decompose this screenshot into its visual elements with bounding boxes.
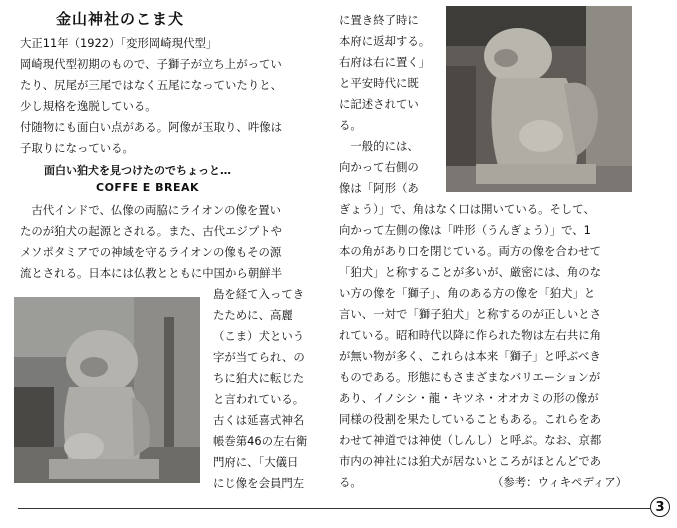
body-line: 流とされる。日本には仏教とともに中国から朝鮮半 — [20, 266, 282, 280]
intro-line: たり、尻尾が三尾ではなく五尾になっていたりと、 — [20, 78, 282, 92]
body-line: 向かって左側の像は「吽形（うんぎょう）」で、1 — [339, 223, 591, 237]
body-line: 市内の神社には狛犬が居ないところがほとんどであ — [339, 454, 601, 468]
citation: （参考：ウィキペディア） — [492, 475, 628, 489]
komainu-photo-left — [14, 297, 200, 483]
body-paragraph-right-top — [339, 10, 430, 199]
body-line: と言われている。 — [213, 392, 305, 406]
body-line: 一般的には、 — [339, 139, 419, 153]
footer-rule — [18, 508, 650, 509]
intro-line: 少し規格を逸脱している。 — [20, 99, 157, 113]
intro-paragraph — [20, 54, 282, 159]
body-paragraph-wrap — [213, 284, 307, 494]
body-line: 右府は右に置く」 — [339, 55, 431, 69]
body-line: メソポタミアでの神域を守るライオンの像もその源 — [20, 245, 282, 259]
body-line: 「狛犬」と称することが多いが、厳密には、角のな — [339, 265, 601, 279]
body-line: 本の角があり口を閉じている。両方の像を合わせて — [339, 244, 601, 258]
intro-line: 岡崎現代型初期のもので、子獅子が立ち上がってい — [20, 57, 282, 71]
body-paragraph-left — [20, 200, 282, 284]
break-heading: 面白い狛犬を見つけたのでちょっと… — [44, 164, 231, 177]
body-line: 帳巻第46の左右衛 — [213, 434, 308, 448]
intro-line: 子取りになっている。 — [20, 141, 134, 155]
body-line: 像は「阿形（あ — [339, 181, 419, 195]
body-line: 門府に、「大儀日 — [213, 455, 299, 469]
body-line: 古くは延喜式神名 — [213, 413, 305, 427]
body-line: と平安時代に既 — [339, 76, 419, 90]
body-line: わせて神道では神使（しんし）と呼ぶ。なお、京都 — [339, 433, 602, 447]
intro-line: 付随物にも面白い点がある。阿像が玉取り、吽像は — [20, 120, 282, 134]
body-line: る。 — [339, 118, 362, 132]
body-line: 島を経て入ってき — [213, 287, 305, 301]
body-line: れている。昭和時代以降に作られた物は左右共に角 — [339, 328, 601, 342]
body-line: 向かって右側の — [339, 160, 419, 174]
body-line: にじ像を会員門左 — [213, 476, 305, 490]
body-line: （こま）犬という — [213, 329, 305, 343]
komainu-photo-right — [446, 6, 632, 192]
article-title: 金山神社のこま犬 — [56, 10, 185, 28]
body-line: 古代インドで、仏像の両脇にライオンの像を置い — [20, 203, 282, 217]
body-paragraph-right — [339, 199, 601, 493]
body-line: 同様の役割を果たしていることもある。これらをあ — [339, 412, 601, 426]
body-line: る。 — [339, 475, 362, 489]
body-line: に記述されてい — [339, 97, 419, 111]
page-number: 3 — [650, 497, 670, 517]
break-subheading: COFFE E BREAK — [96, 181, 200, 194]
body-line: たのが狛犬の起源とされる。また、古代エジプトや — [20, 224, 282, 238]
body-line: ちに狛犬に転じた — [213, 371, 305, 385]
body-line: い方の像を「獅子」、角のある方の像を「狛犬」と — [339, 286, 596, 300]
article-meta: 大正11年（1922）「変形岡崎現代型」 — [20, 36, 218, 50]
body-line: ぎょう）」で、角はなく口は開いている。そして、 — [339, 202, 595, 216]
body-line: 本府に返却する。 — [339, 34, 431, 48]
body-line: に置き終了時に — [339, 13, 419, 27]
body-line: 言い、一対で「獅子狛犬」と称するのが正しいとさ — [339, 307, 601, 321]
body-line: あり、イノシシ・龍・キツネ・オオカミの形の像が — [339, 391, 599, 405]
body-line: が無い物が多く、これらは本来「獅子」と呼ぶべき — [339, 349, 601, 363]
body-line: たために、高麗 — [213, 308, 293, 322]
body-line: 字が当てられ、の — [213, 350, 305, 364]
body-line: ものである。形態にもさまざまなバリエーションが — [339, 370, 601, 384]
